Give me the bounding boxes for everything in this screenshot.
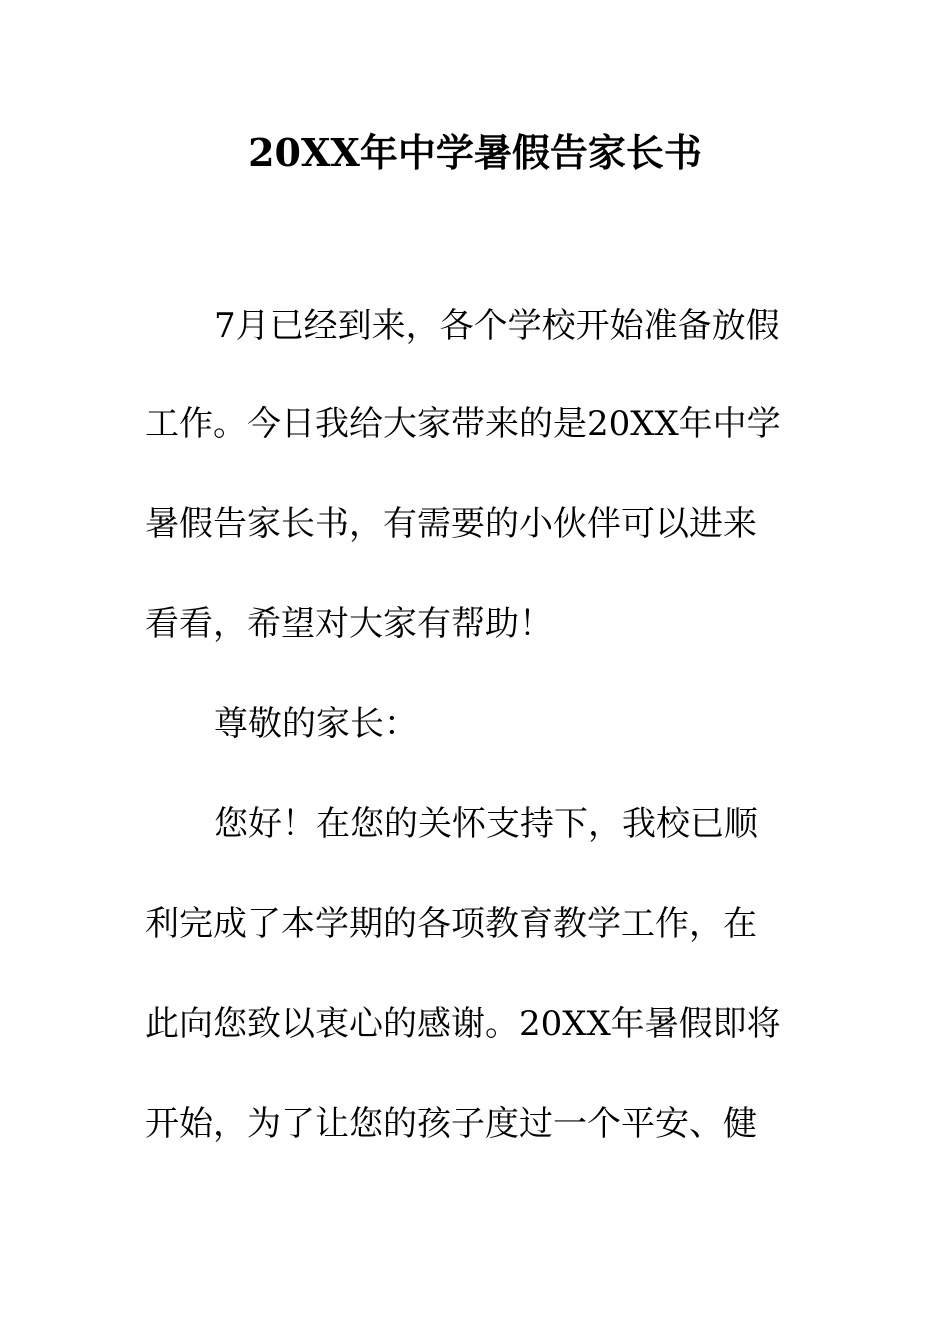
paragraph-1-line-4: 看看，希望对大家有帮助！ <box>145 604 553 644</box>
paragraph-3-line-1: 您好！在您的关怀支持下，我校已顺 <box>214 804 758 844</box>
paragraph-3-line-2: 利完成了本学期的各项教育教学工作，在 <box>145 904 757 944</box>
paragraph-3-line-4: 开始，为了让您的孩子度过一个平安、健 <box>145 1104 757 1144</box>
paragraph-1-line-3: 暑假告家长书，有需要的小伙伴可以进来 <box>145 504 757 544</box>
salutation-line: 尊敬的家长： <box>214 704 418 744</box>
document-title: 20XX年中学暑假告家长书 <box>248 130 702 175</box>
paragraph-1-line-2: 工作。今日我给大家带来的是20XX年中学 <box>145 404 781 444</box>
paragraph-1-line-1: 7月已经到来，各个学校开始准备放假 <box>214 306 780 346</box>
paragraph-3-line-3: 此向您致以衷心的感谢。20XX年暑假即将 <box>145 1004 781 1044</box>
